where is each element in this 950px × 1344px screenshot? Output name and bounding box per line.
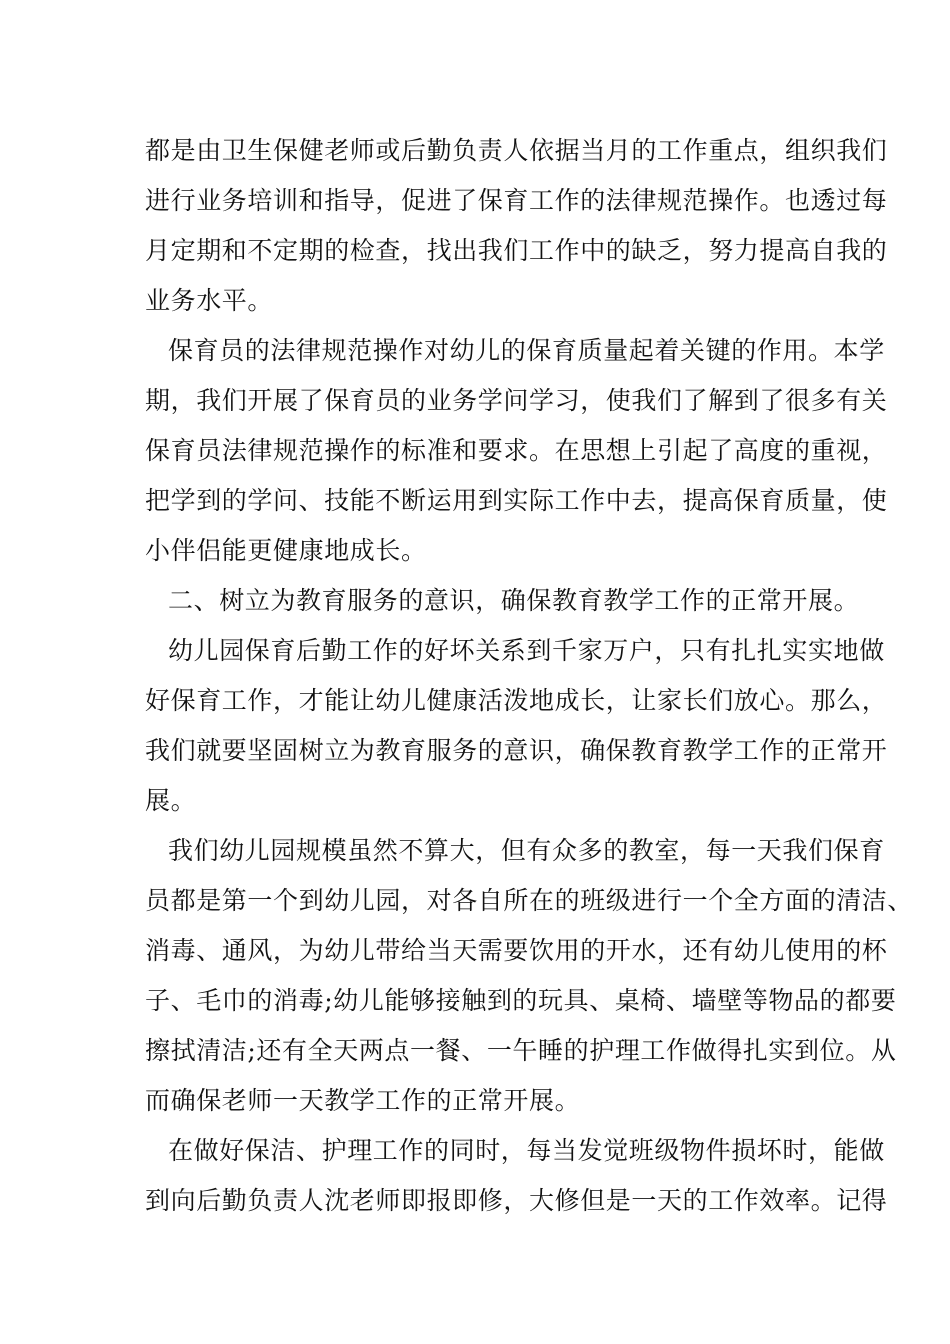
text-line: 展。 [145,786,197,815]
text-line: 好保育工作，才能让幼儿健康活泼地成长，让家长们放心。那么， [145,686,888,715]
text-line: 小伴侣能更健康地成长。 [145,536,427,565]
text-line: 子、毛巾的消毒;幼儿能够接触到的玩具、桌椅、墙壁等物品的都要 [145,986,897,1015]
text-line: 月定期和不定期的检查，找出我们工作中的缺乏，努力提高自我的 [145,236,888,265]
text-line: 员都是第一个到幼儿园，对各自所在的班级进行一个全方面的清洁、 [145,886,914,915]
text-line: 我们就要坚固树立为教育服务的意识，确保教育教学工作的正常开 [145,736,888,765]
text-line: 期，我们开展了保育员的业务学问学习，使我们了解到了很多有关 [145,386,888,415]
text-line: 消毒、通风，为幼儿带给当天需要饮用的开水，还有幼儿使用的杯 [145,936,888,965]
text-line: 进行业务培训和指导，促进了保育工作的法律规范操作。也透过每 [145,186,888,215]
text-line: 而确保老师一天教学工作的正常开展。 [145,1086,581,1115]
paragraph-start-line: 我们幼儿园规模虽然不算大，但有众多的教室，每一天我们保育 [168,836,885,865]
text-line: 都是由卫生保健老师或后勤负责人依据当月的工作重点，组织我们 [145,136,888,165]
paragraph-start-line: 幼儿园保育后勤工作的好坏关系到千家万户，只有扎扎实实地做 [168,636,885,665]
text-line: 业务水平。 [145,286,274,315]
text-line: 把学到的学问、技能不断运用到实际工作中去，提高保育质量，使 [145,486,888,515]
text-line: 擦拭清洁;还有全天两点一餐、一午睡的护理工作做得扎实到位。从 [145,1036,897,1065]
text-line: 到向后勤负责人沈老师即报即修，大修但是一天的工作效率。记得 [145,1186,888,1215]
paragraph-start-line: 保育员的法律规范操作对幼儿的保育质量起着关键的作用。本学 [168,336,885,365]
paragraph-start-line: 在做好保洁、护理工作的同时，每当发觉班级物件损坏时，能做 [168,1136,885,1165]
text-line: 保育员法律规范操作的标准和要求。在思想上引起了高度的重视， [145,436,888,465]
section-heading: 二、树立为教育服务的意识，确保教育教学工作的正常开展。 [168,586,860,615]
